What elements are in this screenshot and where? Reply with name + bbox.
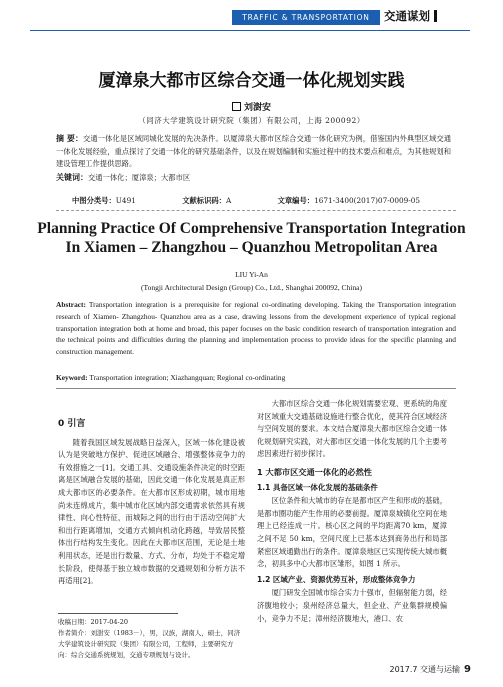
- doc-code-label: 文献标识码：: [182, 196, 226, 205]
- section-1-1-heading: 1.1 具备区域一体化发展的基础条件: [257, 482, 378, 492]
- keywords-label: 关键词：: [56, 171, 88, 182]
- right-paragraph-1: 大都市区综合交通一体化规划需要宏观、更系统的角度对区域重大交通基础设施进行整合优化，使其符合区域经济与空间发展的要求。本文结合厦漳泉大都市区综合交通一体化规划研究实践，对大都市区交通一体化发展的几个主要考虑因素进行初步探讨。: [257, 399, 447, 459]
- abstract-label: 摘 要：: [56, 133, 84, 143]
- english-title-line1: Planning Practice Of Comprehensive Transportation Integration: [37, 220, 466, 237]
- section-header-bar: [232, 10, 380, 25]
- abstract-text: 交通一体化是区域同城化发展的先决条件。以厦漳泉大都市区综合交通一体化研究为例，借鉴国内外典型区域交通一体化发展经验，重点探讨了交通一体化的研究基础条件，以及在规划编制和实施过程中的技术要点和难点，为其他规划和建设管理工作提供思路。: [56, 134, 451, 168]
- section-1-2-heading: 1.2 区域产业、资源优势互补，形成整体竞争力: [257, 574, 416, 584]
- en-keywords-label: Keyword:: [56, 373, 88, 382]
- section-1-2-paragraph: 厦门研发全国城市综合实力十强市，但辐射能力弱，经济腹地较小；泉州经济总量大，但企业、产业集群规模偏小，竞争力不足；漳州经济腹地大，港口、农: [257, 588, 447, 623]
- english-abstract: [56, 299, 456, 358]
- english-affiliation: (Tongji Architectural Design (Group) Co., Ltd., Shanghai 200092, China): [141, 283, 362, 292]
- section-1-heading: 1 大都市区交通一体化的必然性: [257, 466, 372, 477]
- author-name: 刘澍安: [243, 103, 271, 113]
- mid-rule: [56, 210, 456, 211]
- keywords-text: 交通一体化；厦漳泉；大都市区: [88, 172, 191, 182]
- author-bio: 作者简介：刘澍安（1983－），男，汉族，湖南人，硕士，同济大学建筑设计研究院（集团）有限公司，工程师，主要研究方向：综合交通系统规划，交通专项规划与设计。: [58, 629, 241, 659]
- footnote-rule: [58, 613, 178, 614]
- en-abstract-label: Abstract:: [56, 300, 86, 309]
- en-keywords-text: Transportation integration; Xiazhangquan; Regional co-ordinating: [89, 373, 286, 382]
- top-rule: [30, 30, 470, 31]
- english-author: LIU Yi-An: [235, 270, 268, 279]
- article-no-value: 1671-3400(2017)07-0009-05: [314, 196, 421, 205]
- intro-heading: 0 引言: [58, 419, 86, 429]
- doc-code-value: A: [225, 196, 232, 205]
- right-column: [257, 398, 447, 625]
- clc-label: 中图分类号：: [72, 196, 116, 205]
- footnote: [58, 617, 245, 661]
- chinese-title: 厦漳泉大都市区综合交通一体化规划实践: [98, 71, 405, 91]
- section-rule: [56, 388, 456, 389]
- column-title: 交通谋划: [384, 8, 437, 24]
- article-no-label: 文章编号：: [277, 196, 315, 205]
- chinese-author: [0, 100, 503, 113]
- english-title-line2: In Xiamen – Zhangzhou – Quanzhou Metropolitan Area: [65, 239, 438, 256]
- section-1-1-paragraph: 区位条件和大城市的存在是都市区产生和形成的基础，是都市圈功能产生作用的必要前提。厦漳泉城镇化空间在地理上已经连成一片。核心区之间的平均距离70 km，厦漳之间不足 50 km，空间尺度上已基本达到商务出行和局部紧密区域通勤出行的条件。厦漳泉地区已实现传统大城市概念，初具多中心大都市区雏形，如图 1 所示。: [257, 496, 447, 569]
- en-abstract-text: Transportation integration is a prerequisite for regional co-ordinating developing. Taking the Transportation integration research of Xiamen- Zhangzhou- Quanzhou area as a case, drawing lessons from the development experience of typical regional transportation integration both at home and broad, this paper focuses on the basic condition research of transportation integration and the technical points and difficulties during the planning and implementation process to provide ideas for the specific planning and construction management.: [56, 300, 456, 357]
- section-header-text: TRAFFIC & TRANSPORTATION: [242, 13, 370, 22]
- clc-value: U491: [115, 196, 136, 205]
- author-box-icon: [232, 102, 241, 111]
- received-date: 收稿日期：2017-04-20: [58, 618, 128, 626]
- intro-paragraph: 随着我国区域发展战略日益深入，区域一体化建设被认为是突破地方保护、促进区域融合、增强整体竞争力的有效措施之一[1]。交通工具、交通设施条件决定的时空距离是区域融合发展的基础，因此交通一体化发展是真正形成大都市区的必要条件。在大都市区形成初期，城市用地尚未连绵成片，集中城市化区域内部交通需求依然具有规律性、向心性特征，而城际之间的出行由于活动空间扩大和出行距离增加，交通方式倾向机动化跨越，导致居民整体出行结构发生变化。因此在大都市区范围，无论是土地利用状态，还是出行数量、方式、分布，均处于不稳定增长阶段，使得基于独立城市数据的交通规划和分析方法不再适用[2]。: [58, 437, 245, 586]
- left-column: [58, 418, 245, 588]
- journal-issue: 2017.7 交通与运输: [389, 665, 461, 674]
- chinese-affiliation: （同济大学建筑设计研究院（集团）有限公司，上海 200092）: [138, 116, 365, 125]
- english-keywords: [56, 373, 456, 382]
- chinese-abstract: [56, 132, 451, 184]
- chinese-meta: [72, 196, 472, 206]
- page-number: 9: [464, 664, 471, 675]
- english-title: [0, 219, 503, 257]
- page-footer: [389, 664, 471, 675]
